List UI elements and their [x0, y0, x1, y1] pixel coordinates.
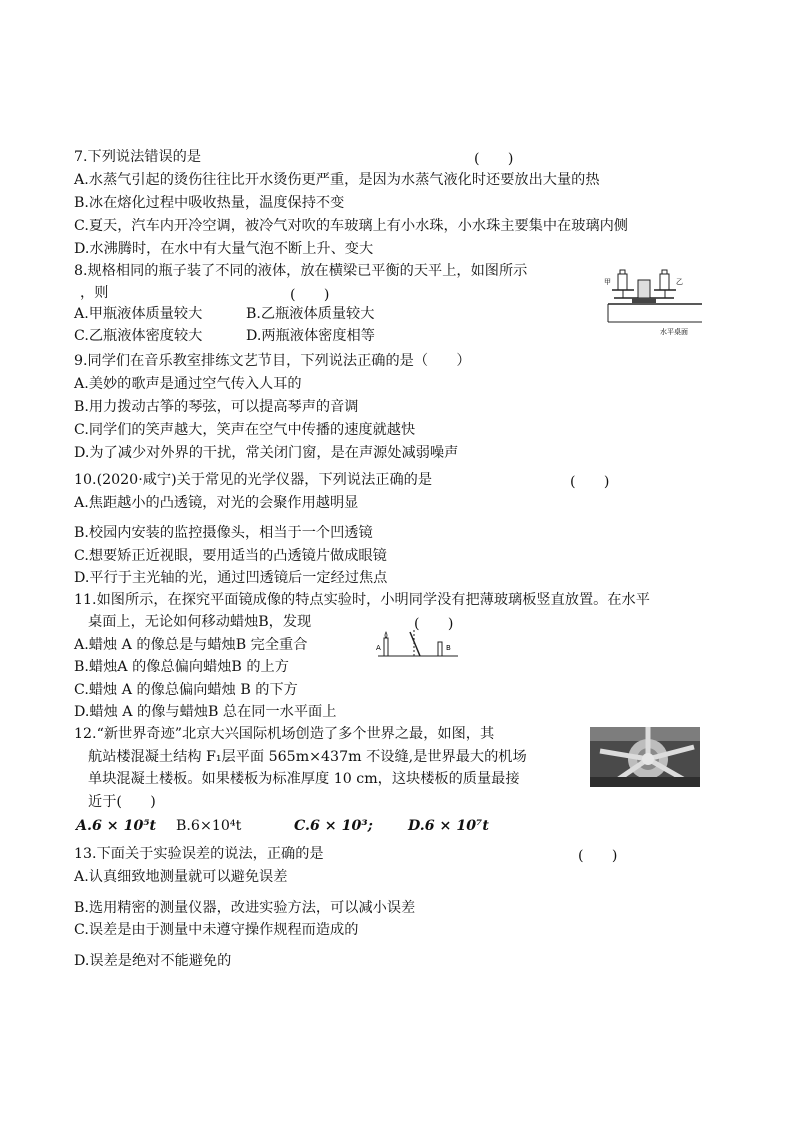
bottle-yi-label: 乙 [676, 278, 683, 286]
q7-option-b: B.冰在熔化过程中吸收热量，温度保持不变 [74, 195, 345, 211]
q7-option-c: C.夏天，汽车内开冷空调，被冷气对吹的车玻璃上有小水珠，小水珠主要集中在玻璃内侧 [74, 218, 628, 234]
q9-option-b: B.用力拨动古筝的琴弦，可以提高琴声的音调 [74, 399, 359, 415]
q11-stem: 11.如图所示，在探究平面镜成像的特点实验时，小明同学没有把薄玻璃板竖直放置。在水平 [74, 592, 650, 608]
plane-mirror-figure [374, 628, 464, 662]
table-surface-caption: 水平桌面 [660, 328, 688, 336]
q11-option-d: D.蜡烛 A 的像与蜡烛B 总在同一水平面上 [74, 704, 337, 720]
airport-aerial-photo [590, 727, 700, 787]
q10-stem: 10.(2020·咸宁)关于常见的光学仪器，下列说法正确的是 [74, 472, 433, 488]
q12-option-d: D.6 × 10⁷t [408, 818, 489, 834]
q8-stem-continued: ，则 [80, 285, 109, 301]
q7-option-a: A.水蒸气引起的烫伤往往比开水烫伤更严重，是因为水蒸气液化时还要放出大量的热 [74, 172, 600, 188]
q13-option-c: C.误差是由于测量中未遵守操作规程而造成的 [74, 922, 359, 938]
q11-option-c: C.蜡烛 A 的像总偏向蜡烛 B 的下方 [74, 682, 298, 698]
q8-option-a: A.甲瓶液体质量较大 [74, 306, 203, 322]
q10-option-b: B.校园内安装的监控摄像头，相当于一个凹透镜 [74, 525, 373, 541]
q10-option-c: C.想要矫正近视眼，要用适当的凸透镜片做成眼镜 [74, 548, 387, 564]
q7-stem: 7.下列说法错误的是 [74, 149, 202, 165]
q11-stem-continued: 桌面上，无论如何移动蜡烛B，发现 [88, 614, 312, 630]
q8-answer-paren: ( ) [290, 287, 330, 303]
q11-option-a: A.蜡烛 A 的像总是与蜡烛B 完全重合 [74, 637, 308, 653]
balance-scale-figure [604, 262, 708, 338]
bottle-jia-label: 甲 [604, 278, 611, 286]
q12-stem-line4: 近于( ) [88, 794, 156, 810]
candle-b-label: B [446, 644, 451, 652]
q8-option-b: B.乙瓶液体质量较大 [246, 306, 375, 322]
q10-option-d: D.平行于主光轴的光，通过凹透镜后一定经过焦点 [74, 570, 388, 586]
q9-option-c: C.同学们的笑声越大，笑声在空气中传播的速度就越快 [74, 422, 416, 438]
q8-option-c: C.乙瓶液体密度较大 [74, 328, 203, 344]
q12-stem-line1: 12.“新世界奇迹”北京大兴国际机场创造了多个世界之最，如图，其 [74, 726, 495, 742]
q12-stem-line3: 单块混凝土楼板。如果楼板为标准厚度 10 cm，这块楼板的质量最接 [88, 771, 520, 787]
q13-answer-paren: ( ) [578, 848, 618, 864]
q9-stem: 9.同学们在音乐教室排练文艺节目，下列说法正确的是（ ） [74, 353, 471, 369]
q7-option-d: D.水沸腾时，在水中有大量气泡不断上升、变大 [74, 241, 374, 257]
q11-option-b: B.蜡烛A 的像总偏向蜡烛B 的上方 [74, 659, 289, 675]
q12-option-b: B.6×10⁴t [176, 818, 242, 834]
candle-a-label: A [376, 644, 381, 652]
q12-option-c: C.6 × 10³; [294, 818, 373, 834]
q9-option-d: D.为了减少对外界的干扰，常关闭门窗，是在声源处减弱噪声 [74, 445, 459, 461]
q13-option-b: B.选用精密的测量仪器，改进实验方法，可以减小误差 [74, 900, 416, 916]
q10-answer-paren: ( ) [570, 474, 610, 490]
q12-option-a: A.6 × 10⁵t [76, 818, 157, 834]
q7-answer-paren: ( ) [474, 151, 514, 167]
q8-stem: 8.规格相同的瓶子装了不同的液体，放在横梁已平衡的天平上，如图所示 [74, 263, 528, 279]
q11-answer-paren: ( ) [414, 616, 454, 632]
q8-option-d: D.两瓶液体密度相等 [246, 328, 375, 344]
q13-option-a: A.认真细致地测量就可以避免误差 [74, 869, 288, 885]
q12-stem-line2: 航站楼混凝土结构 F₁层平面 565m×437m 不设缝,是世界最大的机场 [88, 749, 527, 765]
q13-option-d: D.误差是绝对不能避免的 [74, 953, 232, 969]
q13-stem: 13.下面关于实验误差的说法，正确的是 [74, 846, 324, 862]
q10-option-a: A.焦距越小的凸透镜，对光的会聚作用越明显 [74, 495, 359, 511]
q9-option-a: A.美妙的歌声是通过空气传入人耳的 [74, 376, 302, 392]
